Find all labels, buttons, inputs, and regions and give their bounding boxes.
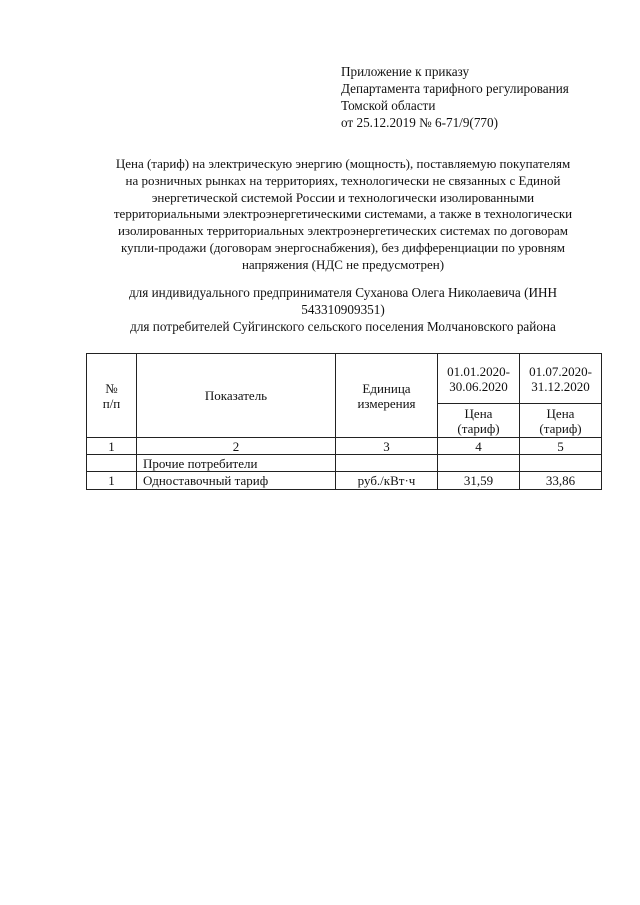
row-value-2: 33,86 — [520, 472, 602, 490]
consumers-subtitle — [86, 319, 600, 336]
header-period-2: 01.07.2020- 31.12.2020 — [520, 354, 602, 404]
table-row — [87, 472, 602, 490]
header-line: Томской области — [341, 98, 436, 113]
header-num-symbol: № п/п — [102, 380, 121, 411]
index-cell: 5 — [520, 438, 602, 455]
row-indicator: Одноставочный тариф — [137, 472, 336, 490]
header-line: Приложение к приказу — [341, 64, 470, 79]
consumers-line: для потребителей Суйгинского сельского поселения Молчановского района — [130, 319, 556, 334]
index-cell: 4 — [438, 438, 520, 455]
row-num: 1 — [87, 472, 137, 490]
index-cell: 1 — [87, 438, 137, 455]
title-line: территориальными электроэнергетическими системами, а также в технологически — [113, 206, 573, 222]
header-unit: Единица измерения — [336, 354, 438, 438]
row-unit: руб./кВт·ч — [336, 472, 438, 490]
document-title — [86, 156, 600, 274]
title-line: Цена (тариф) на электрическую энергию (мощность), поставляемую покупателям — [115, 156, 571, 171]
group-empty-cell — [438, 455, 520, 472]
header-num — [87, 354, 137, 438]
index-cell: 2 — [137, 438, 336, 455]
header-period-1: 01.01.2020- 30.06.2020 — [438, 354, 520, 404]
group-empty-cell — [336, 455, 438, 472]
entrepreneur-subtitle — [86, 285, 600, 318]
header-line: Департамента тарифного регулирования — [341, 81, 569, 96]
group-empty-cell — [87, 455, 137, 472]
group-empty-cell — [520, 455, 602, 472]
title-line: изолированных территориальных электроэнергетических системах по договорам — [117, 223, 569, 239]
entrepreneur-line: 543310909351) — [301, 301, 385, 317]
title-line: энергетической системой России и технологически изолированными — [151, 189, 535, 205]
group-label: Прочие потребители — [137, 455, 336, 472]
entrepreneur-line: для индивидуального предпринимателя Суханова Олега Николаевича (ИНН — [128, 285, 558, 300]
title-line: напряжения (НДС не предусмотрен) — [241, 256, 445, 272]
header-line: от 25.12.2019 № 6-71/9(770) — [341, 115, 498, 130]
row-value-1: 31,59 — [438, 472, 520, 490]
tariff-table — [86, 353, 602, 490]
index-cell: 3 — [336, 438, 438, 455]
title-line: на розничных рынках на территориях, технологически не связанных с Единой — [125, 172, 561, 188]
title-line: купли-продажи (договорам энергоснабжения), без дифференциации по уровням — [121, 239, 565, 255]
header-price-2: Цена (тариф) — [520, 404, 602, 438]
header-indicator: Показатель — [137, 354, 336, 438]
index-row — [87, 438, 602, 455]
group-row — [87, 455, 602, 472]
order-appendix-header — [341, 63, 621, 131]
header-price-1: Цена (тариф) — [438, 404, 520, 438]
